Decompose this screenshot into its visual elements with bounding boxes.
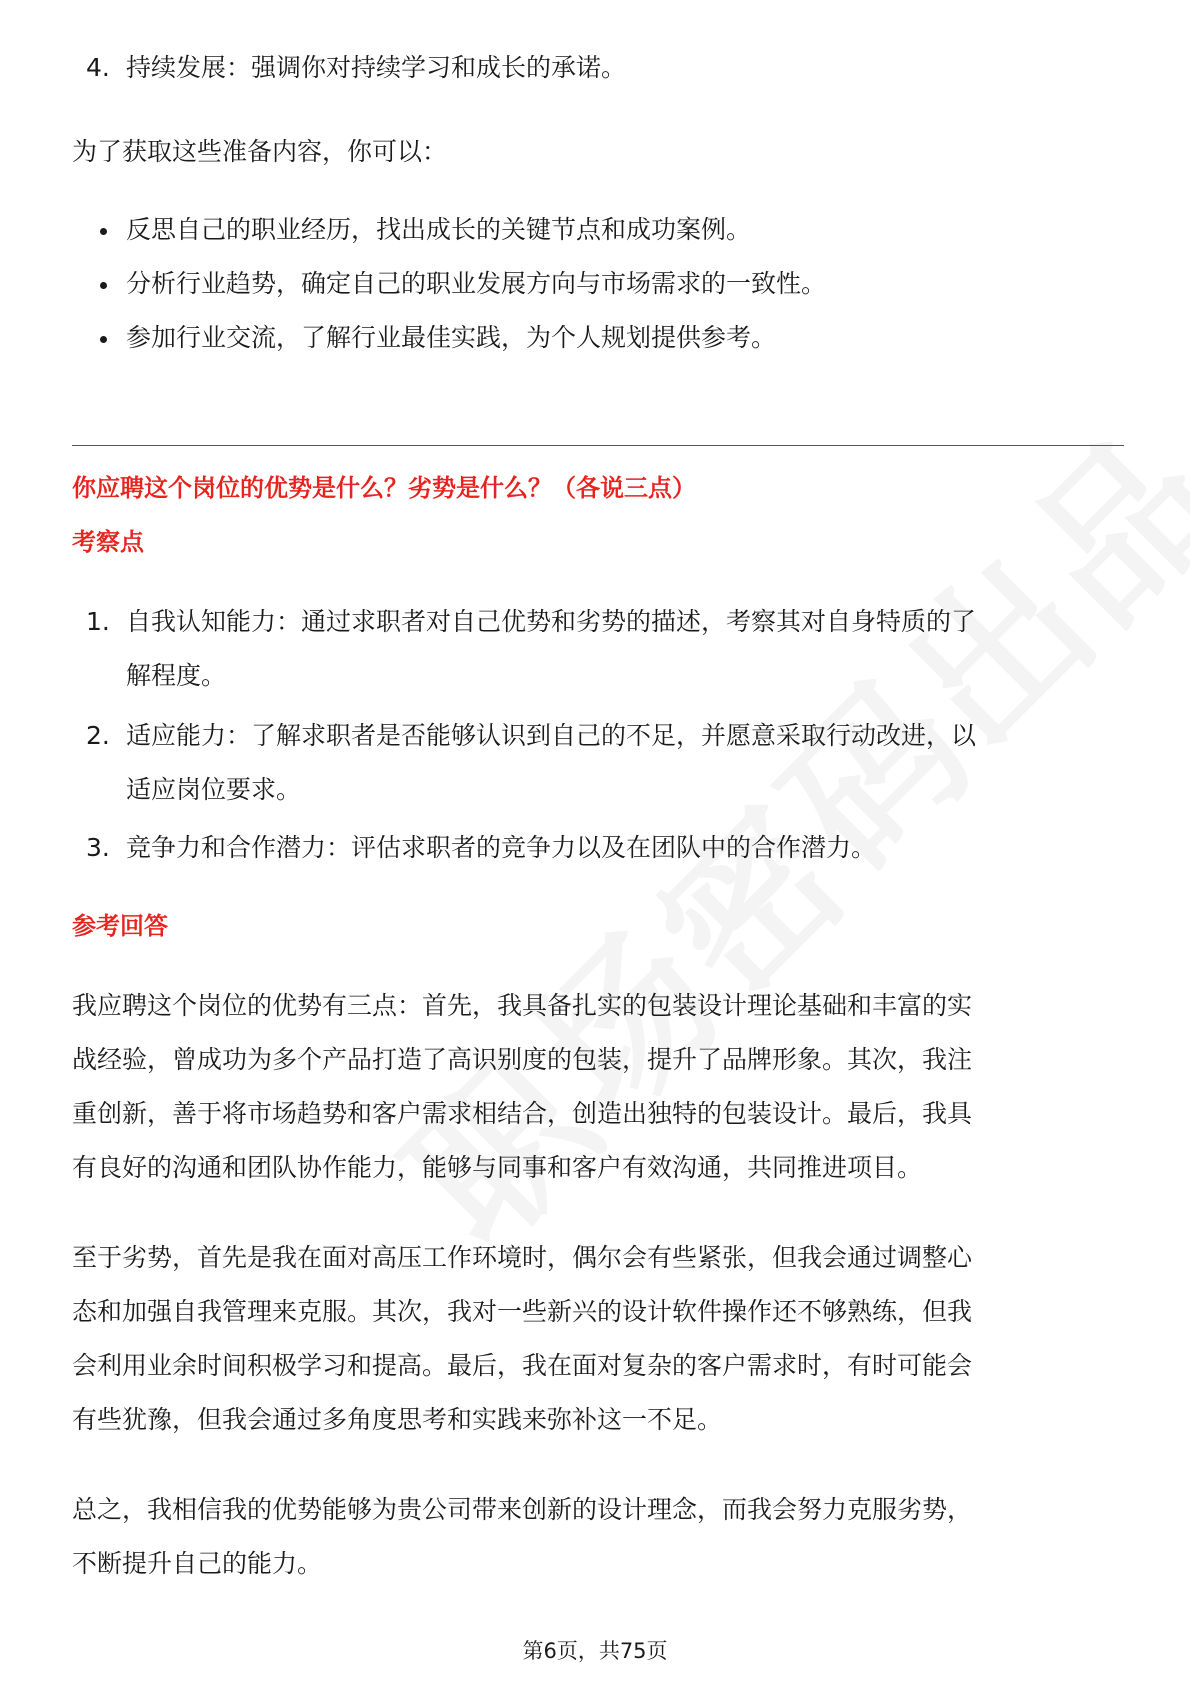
bullet-icon — [100, 228, 107, 235]
answer-line: 战经验，曾成功为多个产品打造了高识别度的包装，提升了品牌形象。其次，我注 — [72, 1045, 973, 1074]
intro-item-number: 4. — [86, 53, 110, 82]
focus-item-line: 适应能力：了解求职者是否能够认识到自己的不足，并愿意采取行动改进，以 — [126, 721, 977, 750]
intro-item-text: 持续发展：强调你对持续学习和成长的承诺。 — [126, 53, 627, 82]
prep-bullet: 反思自己的职业经历，找出成长的关键节点和成功案例。 — [126, 215, 752, 244]
section-divider — [72, 445, 1124, 446]
question-title: 你应聘这个岗位的优势是什么？劣势是什么？（各说三点） — [72, 474, 696, 502]
focus-item-line: 解程度。 — [126, 661, 227, 690]
focus-item-number: 1. — [86, 607, 110, 636]
answer-heading: 参考回答 — [72, 912, 168, 940]
prep-bullet: 参加行业交流，了解行业最佳实践，为个人规划提供参考。 — [126, 323, 777, 352]
answer-line: 有良好的沟通和团队协作能力，能够与同事和客户有效沟通，共同推进项目。 — [72, 1153, 923, 1182]
answer-line: 我应聘这个岗位的优势有三点：首先，我具备扎实的包装设计理论基础和丰富的实 — [72, 991, 973, 1020]
focus-item-number: 2. — [86, 721, 110, 750]
answer-line: 总之，我相信我的优势能够为贵公司带来创新的设计理念，而我会努力克服劣势， — [72, 1495, 973, 1524]
answer-line: 至于劣势，首先是我在面对高压工作环境时，偶尔会有些紧张，但我会通过调整心 — [72, 1243, 973, 1272]
answer-line: 态和加强自我管理来克服。其次，我对一些新兴的设计软件操作还不够熟练，但我 — [72, 1297, 973, 1326]
focus-item-line: 竞争力和合作潜力：评估求职者的竞争力以及在团队中的合作潜力。 — [126, 833, 877, 862]
focus-item-line: 适应岗位要求。 — [126, 775, 302, 804]
focus-item-number: 3. — [86, 833, 110, 862]
bullet-icon — [100, 282, 107, 289]
focus-heading: 考察点 — [72, 528, 144, 556]
page-footer: 第6页，共75页 — [522, 1639, 668, 1663]
prep-bullet: 分析行业趋势，确定自己的职业发展方向与市场需求的一致性。 — [126, 269, 827, 298]
answer-line: 有些犹豫，但我会通过多角度思考和实践来弥补这一不足。 — [72, 1405, 723, 1434]
focus-item-line: 自我认知能力：通过求职者对自己优势和劣势的描述，考察其对自身特质的了 — [126, 607, 977, 636]
prep-lead: 为了获取这些准备内容，你可以： — [72, 137, 448, 166]
answer-line: 会利用业余时间积极学习和提高。最后，我在面对复杂的客户需求时，有时可能会 — [72, 1351, 973, 1380]
answer-line: 重创新，善于将市场趋势和客户需求相结合，创造出独特的包装设计。最后，我具 — [72, 1099, 973, 1128]
bullet-icon — [100, 336, 107, 343]
answer-line: 不断提升自己的能力。 — [72, 1549, 323, 1578]
